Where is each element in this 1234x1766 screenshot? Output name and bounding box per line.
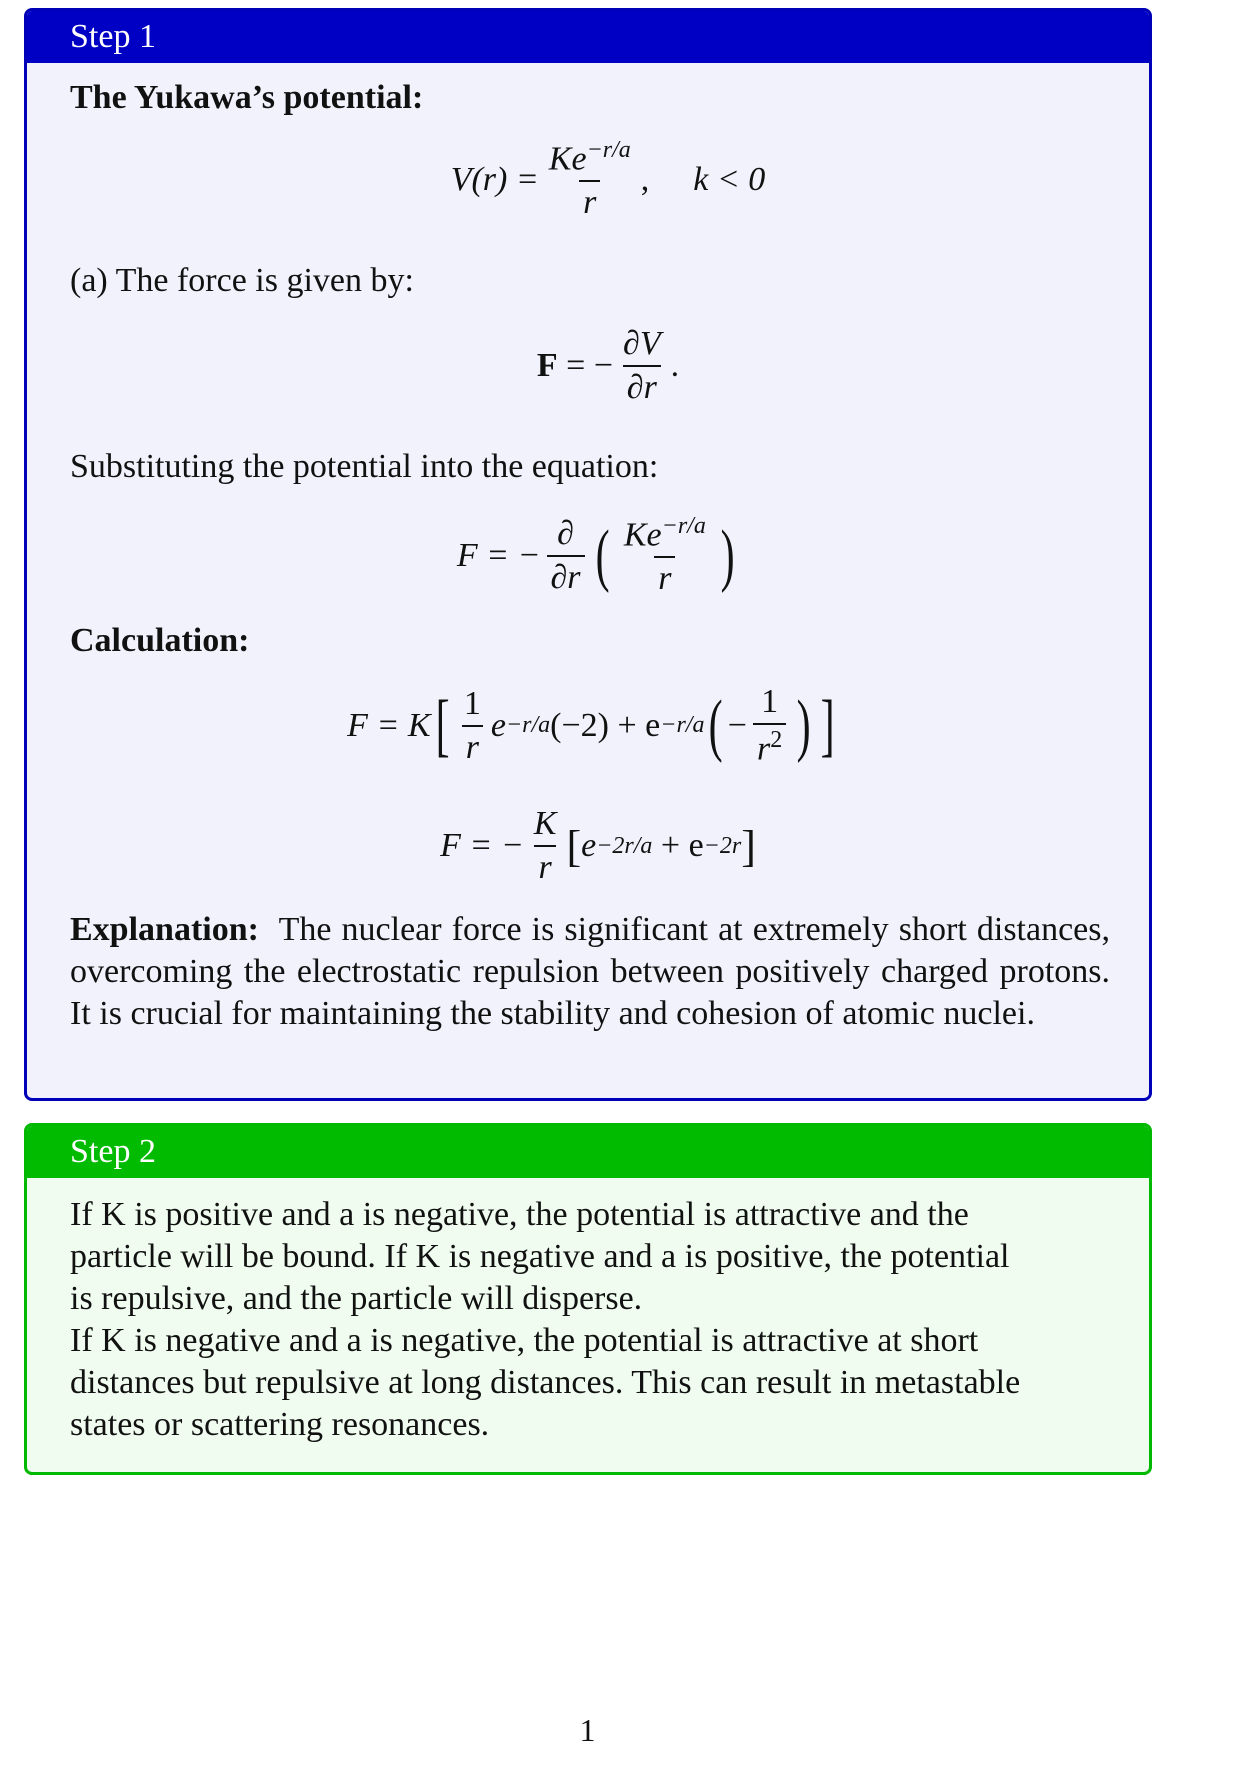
step1-title: The Yukawa’s potential: <box>70 79 424 116</box>
step1-box <box>24 8 1152 1101</box>
step1-header: Step 1 <box>27 11 1149 63</box>
equation-potential: V(r) = $\frac{Ke^{-r/a}}{r}$ , k < 0 <box>450 137 766 222</box>
equation-substitution: F = − $\frac{\partial}{\partial r}$ ( $\frac{Ke^{-r/a}}{r}$ ) <box>456 513 735 598</box>
step2-box <box>24 1123 1152 1475</box>
explanation-paragraph <box>70 909 1110 1035</box>
calculation-label: Calculation: <box>70 622 250 659</box>
substituting-text: Substituting the potential into the equation: <box>70 448 659 485</box>
equation-calculation-1: F = K [ $\frac{1}{r}$ e −r/a (−2) + e −r/a ( − $\frac{1}{r^2}$ ) ] <box>347 683 835 768</box>
equation-force: F = − $\frac{\partial V}{\partial r}$ . <box>536 325 680 406</box>
equation-calculation-2: F = − $\frac{K}{r}$ [ e −2r/a + e −2r ] <box>440 805 756 886</box>
step2-header: Step 2 <box>27 1126 1149 1178</box>
explanation-label: Explanation: <box>70 911 259 948</box>
part-a-text: (a) The force is given by: <box>70 262 414 299</box>
explanation-text: The nuclear force is significant at extremely short distances, overcoming the electrostatic repulsion between positively charged protons. It is crucial for maintaining the stability and cohesion of atomic nuclei. <box>70 911 1111 1032</box>
step2-paragraph: If K is positive and a is negative, the potential is attractive and the particle will be bound. If K is negative and a is positive, the potential is repulsive, and the particle will disperse. If K is negative and a is negative, the potential is attractive at short distances but repulsive at long distances. This can result in metastable states or scattering resonances. <box>70 1196 1021 1443</box>
page-number: 1 <box>579 1712 596 1748</box>
